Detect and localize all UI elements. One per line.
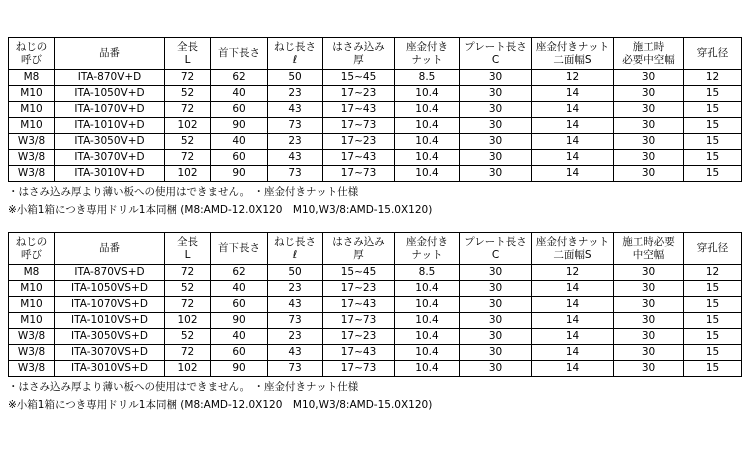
cell-under-head-length: 60 xyxy=(211,150,268,166)
cell-thread-length: 50 xyxy=(268,265,323,281)
cell-nominal: W3/8 xyxy=(9,150,55,166)
cell-nut-width: 14 xyxy=(532,134,614,150)
cell-thread-length: 73 xyxy=(268,166,323,182)
cell-part-number: ITA-1010VS+D xyxy=(55,313,165,329)
header-cell-nominal: ねじの 呼び xyxy=(9,233,55,265)
table-row xyxy=(9,313,742,329)
cell-under-head-length: 90 xyxy=(211,118,268,134)
cell-part-number: ITA-1070V+D xyxy=(55,102,165,118)
cell-grip-thickness: 17~73 xyxy=(323,118,395,134)
cell-nut-width: 14 xyxy=(532,102,614,118)
cell-washer-nut: 10.4 xyxy=(395,345,460,361)
cell-total-length: 72 xyxy=(165,265,211,281)
header-row xyxy=(9,38,742,70)
cell-plate-length: 30 xyxy=(460,118,532,134)
cell-total-length: 102 xyxy=(165,313,211,329)
cell-total-length: 102 xyxy=(165,361,211,377)
cell-grip-thickness: 17~43 xyxy=(323,150,395,166)
cell-under-head-length: 60 xyxy=(211,345,268,361)
cell-plate-length: 30 xyxy=(460,70,532,86)
cell-thread-length: 43 xyxy=(268,297,323,313)
cell-part-number: ITA-1010V+D xyxy=(55,118,165,134)
cell-grip-thickness: 17~73 xyxy=(323,313,395,329)
cell-total-length: 102 xyxy=(165,166,211,182)
header-cell-washer-nut: 座金付き ナット xyxy=(395,233,460,265)
cell-nut-width: 14 xyxy=(532,166,614,182)
cell-washer-nut: 10.4 xyxy=(395,361,460,377)
cell-part-number: ITA-3050VS+D xyxy=(55,329,165,345)
cell-nominal: M10 xyxy=(9,102,55,118)
cell-total-length: 72 xyxy=(165,70,211,86)
cell-nut-width: 14 xyxy=(532,86,614,102)
cell-drill-diameter: 15 xyxy=(684,329,742,345)
table-row xyxy=(9,70,742,86)
cell-hollow-width: 30 xyxy=(614,329,684,345)
table-row xyxy=(9,265,742,281)
cell-part-number: ITA-870V+D xyxy=(55,70,165,86)
table-row xyxy=(9,102,742,118)
cell-under-head-length: 90 xyxy=(211,313,268,329)
header-cell-thread-length: ねじ長さ ℓ xyxy=(268,38,323,70)
cell-nominal: M10 xyxy=(9,281,55,297)
cell-part-number: ITA-3010V+D xyxy=(55,166,165,182)
cell-washer-nut: 8.5 xyxy=(395,265,460,281)
header-cell-grip-thickness: はさみ込み 厚 xyxy=(323,38,395,70)
cell-nut-width: 14 xyxy=(532,313,614,329)
cell-thread-length: 73 xyxy=(268,313,323,329)
cell-hollow-width: 30 xyxy=(614,134,684,150)
header-cell-total-length: 全長 L xyxy=(165,38,211,70)
table-row xyxy=(9,297,742,313)
header-cell-hollow-width: 施工時 必要中空幅 xyxy=(614,38,684,70)
cell-plate-length: 30 xyxy=(460,134,532,150)
cell-nut-width: 14 xyxy=(532,297,614,313)
cell-plate-length: 30 xyxy=(460,86,532,102)
cell-hollow-width: 30 xyxy=(614,166,684,182)
cell-hollow-width: 30 xyxy=(614,102,684,118)
cell-thread-length: 23 xyxy=(268,281,323,297)
header-cell-hollow-width: 施工時必要 中空幅 xyxy=(614,233,684,265)
table-1-usage-note: ・はさみ込み厚より薄い板への使用はできません。 ・座金付きナット仕様 xyxy=(8,186,359,198)
cell-under-head-length: 90 xyxy=(211,166,268,182)
cell-thread-length: 23 xyxy=(268,134,323,150)
cell-total-length: 52 xyxy=(165,329,211,345)
header-cell-under-head-length: 首下長さ xyxy=(211,233,268,265)
cell-nominal: M8 xyxy=(9,70,55,86)
cell-drill-diameter: 12 xyxy=(684,265,742,281)
cell-nut-width: 14 xyxy=(532,345,614,361)
cell-hollow-width: 30 xyxy=(614,345,684,361)
cell-total-length: 52 xyxy=(165,134,211,150)
header-cell-part-number: 品番 xyxy=(55,38,165,70)
cell-washer-nut: 10.4 xyxy=(395,329,460,345)
spec-table-2 xyxy=(8,232,742,377)
cell-drill-diameter: 15 xyxy=(684,118,742,134)
header-cell-drill-diameter: 穿孔径 xyxy=(684,38,742,70)
header-cell-nut-width: 座金付きナット 二面幅S xyxy=(532,38,614,70)
header-row xyxy=(9,233,742,265)
header-cell-drill-diameter: 穿孔径 xyxy=(684,233,742,265)
cell-washer-nut: 10.4 xyxy=(395,313,460,329)
cell-nut-width: 14 xyxy=(532,118,614,134)
cell-nut-width: 14 xyxy=(532,150,614,166)
table-2-usage-note: ・はさみ込み厚より薄い板への使用はできません。 ・座金付きナット仕様 xyxy=(8,381,359,393)
cell-hollow-width: 30 xyxy=(614,313,684,329)
cell-drill-diameter: 15 xyxy=(684,313,742,329)
cell-drill-diameter: 15 xyxy=(684,297,742,313)
cell-nominal: W3/8 xyxy=(9,166,55,182)
header-cell-plate-length: プレート長さ C xyxy=(460,233,532,265)
cell-hollow-width: 30 xyxy=(614,281,684,297)
cell-drill-diameter: 15 xyxy=(684,102,742,118)
cell-washer-nut: 10.4 xyxy=(395,102,460,118)
cell-grip-thickness: 15~45 xyxy=(323,70,395,86)
header-cell-nominal: ねじの 呼び xyxy=(9,38,55,70)
header-cell-total-length: 全長 L xyxy=(165,233,211,265)
cell-nut-width: 14 xyxy=(532,329,614,345)
cell-plate-length: 30 xyxy=(460,329,532,345)
cell-under-head-length: 62 xyxy=(211,70,268,86)
cell-washer-nut: 10.4 xyxy=(395,281,460,297)
cell-thread-length: 23 xyxy=(268,86,323,102)
cell-under-head-length: 40 xyxy=(211,134,268,150)
cell-thread-length: 43 xyxy=(268,102,323,118)
header-cell-grip-thickness: はさみ込み 厚 xyxy=(323,233,395,265)
cell-part-number: ITA-3050V+D xyxy=(55,134,165,150)
cell-plate-length: 30 xyxy=(460,265,532,281)
cell-plate-length: 30 xyxy=(460,297,532,313)
cell-washer-nut: 10.4 xyxy=(395,134,460,150)
table-1-drill-note: ※小箱1箱につき専用ドリル1本同梱 (M8:AMD-12.0X120 M10,W3/8:AMD-15.0X120) xyxy=(8,204,433,216)
cell-thread-length: 23 xyxy=(268,329,323,345)
cell-total-length: 72 xyxy=(165,102,211,118)
cell-total-length: 52 xyxy=(165,86,211,102)
cell-under-head-length: 62 xyxy=(211,265,268,281)
cell-hollow-width: 30 xyxy=(614,86,684,102)
cell-drill-diameter: 15 xyxy=(684,150,742,166)
table-2-drill-note: ※小箱1箱につき専用ドリル1本同梱 (M8:AMD-12.0X120 M10,W3/8:AMD-15.0X120) xyxy=(8,399,433,411)
cell-nominal: M10 xyxy=(9,118,55,134)
cell-drill-diameter: 15 xyxy=(684,86,742,102)
cell-nut-width: 14 xyxy=(532,361,614,377)
cell-nut-width: 12 xyxy=(532,70,614,86)
cell-total-length: 52 xyxy=(165,281,211,297)
table-row xyxy=(9,329,742,345)
cell-part-number: ITA-870VS+D xyxy=(55,265,165,281)
table-row xyxy=(9,86,742,102)
cell-under-head-length: 90 xyxy=(211,361,268,377)
cell-hollow-width: 30 xyxy=(614,361,684,377)
cell-nominal: W3/8 xyxy=(9,134,55,150)
cell-nominal: W3/8 xyxy=(9,329,55,345)
cell-washer-nut: 10.4 xyxy=(395,86,460,102)
cell-grip-thickness: 17~23 xyxy=(323,281,395,297)
cell-nominal: M10 xyxy=(9,86,55,102)
cell-part-number: ITA-1050VS+D xyxy=(55,281,165,297)
cell-nominal: M10 xyxy=(9,297,55,313)
cell-under-head-length: 60 xyxy=(211,297,268,313)
cell-washer-nut: 10.4 xyxy=(395,166,460,182)
cell-plate-length: 30 xyxy=(460,102,532,118)
table-row xyxy=(9,361,742,377)
cell-grip-thickness: 17~43 xyxy=(323,102,395,118)
cell-grip-thickness: 17~43 xyxy=(323,345,395,361)
cell-grip-thickness: 17~73 xyxy=(323,361,395,377)
cell-drill-diameter: 15 xyxy=(684,166,742,182)
cell-drill-diameter: 15 xyxy=(684,134,742,150)
cell-hollow-width: 30 xyxy=(614,297,684,313)
cell-grip-thickness: 17~23 xyxy=(323,86,395,102)
cell-plate-length: 30 xyxy=(460,345,532,361)
cell-nominal: M10 xyxy=(9,313,55,329)
cell-total-length: 72 xyxy=(165,345,211,361)
cell-under-head-length: 40 xyxy=(211,86,268,102)
header-cell-under-head-length: 首下長さ xyxy=(211,38,268,70)
cell-total-length: 72 xyxy=(165,150,211,166)
cell-washer-nut: 10.4 xyxy=(395,150,460,166)
cell-drill-diameter: 15 xyxy=(684,345,742,361)
cell-plate-length: 30 xyxy=(460,166,532,182)
cell-under-head-length: 40 xyxy=(211,329,268,345)
header-cell-plate-length: プレート長さ C xyxy=(460,38,532,70)
cell-plate-length: 30 xyxy=(460,313,532,329)
header-cell-thread-length: ねじ長さ ℓ xyxy=(268,233,323,265)
cell-nominal: W3/8 xyxy=(9,361,55,377)
cell-under-head-length: 40 xyxy=(211,281,268,297)
cell-washer-nut: 8.5 xyxy=(395,70,460,86)
table-row xyxy=(9,150,742,166)
cell-nut-width: 14 xyxy=(532,281,614,297)
header-cell-washer-nut: 座金付き ナット xyxy=(395,38,460,70)
cell-grip-thickness: 17~43 xyxy=(323,297,395,313)
cell-plate-length: 30 xyxy=(460,281,532,297)
cell-thread-length: 73 xyxy=(268,361,323,377)
cell-hollow-width: 30 xyxy=(614,118,684,134)
cell-plate-length: 30 xyxy=(460,150,532,166)
table-row xyxy=(9,345,742,361)
cell-washer-nut: 10.4 xyxy=(395,297,460,313)
cell-under-head-length: 60 xyxy=(211,102,268,118)
cell-thread-length: 43 xyxy=(268,345,323,361)
table-row xyxy=(9,118,742,134)
cell-part-number: ITA-3070VS+D xyxy=(55,345,165,361)
cell-grip-thickness: 17~23 xyxy=(323,329,395,345)
header-cell-part-number: 品番 xyxy=(55,233,165,265)
cell-hollow-width: 30 xyxy=(614,70,684,86)
cell-nominal: M8 xyxy=(9,265,55,281)
table-row xyxy=(9,166,742,182)
cell-nominal: W3/8 xyxy=(9,345,55,361)
cell-hollow-width: 30 xyxy=(614,150,684,166)
cell-thread-length: 43 xyxy=(268,150,323,166)
spec-table-1 xyxy=(8,37,742,182)
cell-hollow-width: 30 xyxy=(614,265,684,281)
cell-total-length: 102 xyxy=(165,118,211,134)
cell-drill-diameter: 12 xyxy=(684,70,742,86)
cell-thread-length: 73 xyxy=(268,118,323,134)
cell-total-length: 72 xyxy=(165,297,211,313)
cell-nut-width: 12 xyxy=(532,265,614,281)
cell-thread-length: 50 xyxy=(268,70,323,86)
cell-plate-length: 30 xyxy=(460,361,532,377)
table-row xyxy=(9,134,742,150)
header-cell-nut-width: 座金付きナット 二面幅S xyxy=(532,233,614,265)
cell-part-number: ITA-3070V+D xyxy=(55,150,165,166)
table-row xyxy=(9,281,742,297)
cell-washer-nut: 10.4 xyxy=(395,118,460,134)
cell-grip-thickness: 17~73 xyxy=(323,166,395,182)
cell-part-number: ITA-3010VS+D xyxy=(55,361,165,377)
cell-part-number: ITA-1050V+D xyxy=(55,86,165,102)
cell-grip-thickness: 17~23 xyxy=(323,134,395,150)
cell-part-number: ITA-1070VS+D xyxy=(55,297,165,313)
cell-grip-thickness: 15~45 xyxy=(323,265,395,281)
cell-drill-diameter: 15 xyxy=(684,361,742,377)
cell-drill-diameter: 15 xyxy=(684,281,742,297)
